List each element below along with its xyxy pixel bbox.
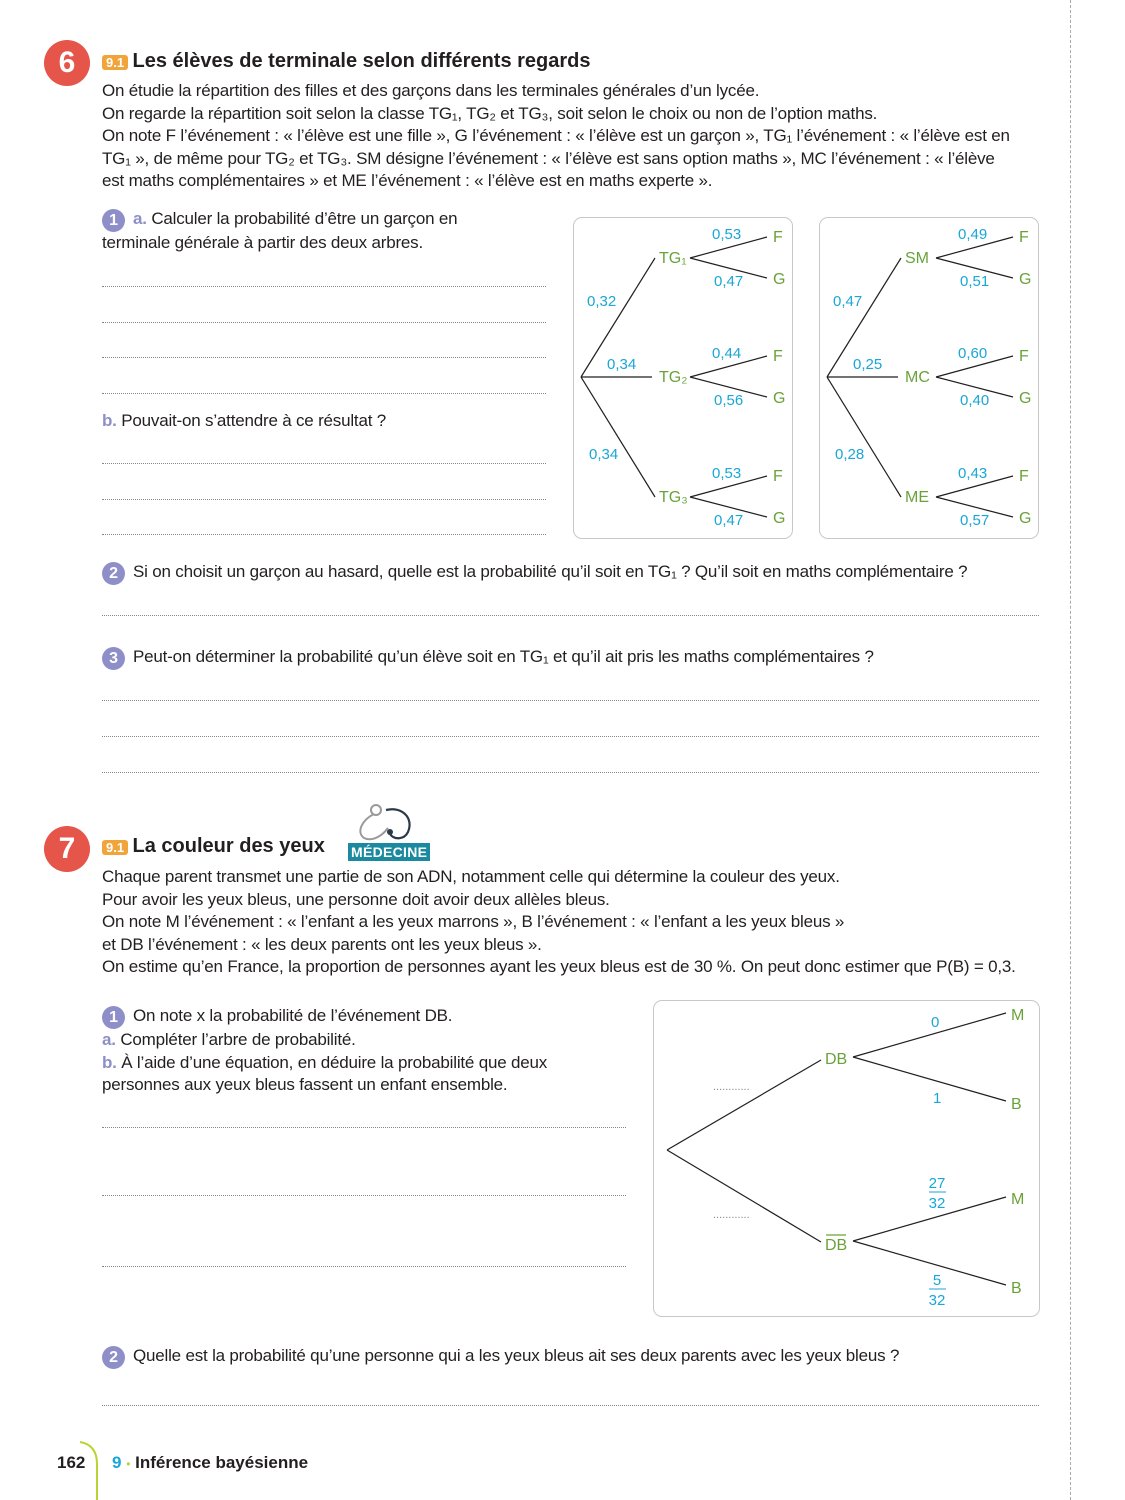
leaf-node: F bbox=[773, 468, 783, 485]
fraction-numerator: 27 bbox=[928, 1175, 946, 1192]
blank-probability: ............ bbox=[713, 1081, 750, 1093]
branch-probability: 0,28 bbox=[835, 446, 865, 463]
leaf-node: G bbox=[773, 510, 786, 527]
tree-branch bbox=[581, 377, 655, 497]
branch-probability: 0,44 bbox=[712, 345, 742, 362]
part-label: a. bbox=[133, 209, 147, 228]
leaf-node: B bbox=[1011, 1280, 1022, 1297]
exercise-number: 6 bbox=[44, 40, 90, 86]
intro-line: est maths complémentaires » et ME l’événement : « l’élève est en maths experte ». bbox=[102, 171, 713, 191]
branch-probability: 0,34 bbox=[589, 446, 619, 463]
question-text: On note x la probabilité de l’événement DB. bbox=[133, 1006, 453, 1025]
leaf-node: M bbox=[1011, 1191, 1025, 1208]
branch-probability: 0,60 bbox=[958, 345, 988, 362]
tree-options bbox=[827, 226, 1031, 529]
tree-box-eye-color bbox=[653, 1000, 1040, 1317]
exercise-title: La couleur des yeux bbox=[132, 835, 325, 857]
leaf-node: F bbox=[1019, 348, 1029, 365]
fraction-denominator: 32 bbox=[928, 1195, 946, 1212]
tree-node: SM bbox=[905, 250, 929, 267]
skill-tag: 9.1 bbox=[102, 55, 128, 70]
branch-probability: 0,49 bbox=[958, 226, 988, 243]
leaf-node: M bbox=[1011, 1007, 1025, 1024]
medicine-badge: MÉDECINE bbox=[348, 843, 430, 861]
branch-probability: 0,47 bbox=[714, 512, 744, 529]
answer-line bbox=[102, 736, 1039, 737]
part-label: b. bbox=[102, 1052, 117, 1072]
question-number: 2 bbox=[102, 1346, 125, 1369]
branch-probability: 1 bbox=[933, 1090, 942, 1107]
branch-probability: 0,40 bbox=[960, 392, 990, 409]
exercise-intro bbox=[102, 866, 1016, 979]
intro-line: On regarde la répartition soit selon la classe TG₁, TG₂ et TG₃, soit selon le choix ou non de l’option maths. bbox=[102, 103, 878, 123]
question-3 bbox=[102, 646, 874, 670]
exercise-title: Les élèves de terminale selon différents regards bbox=[132, 50, 591, 72]
leaf-node: B bbox=[1011, 1096, 1022, 1113]
tree-node-db: DB bbox=[825, 1051, 848, 1068]
tree-classes bbox=[581, 226, 785, 529]
fraction-denominator: 32 bbox=[928, 1292, 946, 1309]
branch-probability: 0,53 bbox=[712, 465, 742, 482]
tree-node: TG₂ bbox=[659, 369, 688, 386]
intro-line: On estime qu’en France, la proportion de personnes ayant les yeux bleus est de 30 %. On peut donc estimer que P(B) = 0,3. bbox=[102, 957, 1016, 977]
blank-probability: ............ bbox=[713, 1209, 750, 1221]
exercise-header bbox=[102, 835, 325, 858]
branch-probability: 0,53 bbox=[712, 226, 742, 243]
question-number: 1 bbox=[102, 209, 125, 232]
question-text: À l’aide d’une équation, en déduire la probabilité que deux bbox=[121, 1052, 548, 1072]
question-text: Compléter l’arbre de probabilité. bbox=[120, 1030, 356, 1049]
branch-probability: 0,47 bbox=[833, 293, 863, 310]
question-text: Calculer la probabilité d’être un garçon en bbox=[151, 209, 458, 228]
part-label: a. bbox=[102, 1030, 116, 1049]
question-text: Quelle est la probabilité qu’une personne qui a les yeux bleus ait ses deux parents avec les yeux bleus ? bbox=[133, 1346, 900, 1365]
intro-line: Chaque parent transmet une partie de son ADN, notamment celle qui détermine la couleur des yeux. bbox=[102, 867, 840, 886]
exercise-number: 7 bbox=[44, 826, 90, 872]
leaf-node: G bbox=[773, 390, 786, 407]
intro-line: On note M l’événement : « l’enfant a les yeux marrons », B l’événement : « l’enfant a les yeux bleus » bbox=[102, 912, 845, 932]
answer-line bbox=[102, 1195, 626, 1196]
tree-node: ME bbox=[905, 489, 929, 506]
leaf-node: F bbox=[1019, 229, 1029, 246]
answer-line bbox=[102, 772, 1039, 773]
leaf-node: G bbox=[1019, 510, 1032, 527]
tree-node: TG₃ bbox=[659, 489, 688, 506]
stethoscope-icon bbox=[352, 802, 416, 844]
question-text: Pouvait-on s’attendre à ce résultat ? bbox=[121, 411, 387, 430]
tree-node: MC bbox=[905, 369, 930, 386]
question-1 bbox=[102, 1005, 547, 1097]
intro-line: et DB l’événement : « les deux parents ont les yeux bleus ». bbox=[102, 934, 542, 954]
chapter-name: Inférence bayésienne bbox=[135, 1453, 309, 1472]
question-text: personnes aux yeux bleus fassent un enfant ensemble. bbox=[102, 1075, 508, 1095]
question-text: Si on choisit un garçon au hasard, quelle est la probabilité qu’il soit en TG₁ ? Qu’il soit en maths complémentaire ? bbox=[133, 562, 968, 581]
tree-node-not-db: DB bbox=[825, 1237, 848, 1254]
intro-line: TG₁ », de même pour TG₂ et TG₃. SM désigne l’événement : « l’élève est sans option maths », MC l’événement : « l’élève bbox=[102, 148, 995, 168]
branch-probability: 0,51 bbox=[960, 273, 990, 290]
branch-probability: 0,56 bbox=[714, 392, 744, 409]
leaf-node: F bbox=[773, 229, 783, 246]
question-text: terminale générale à partir des deux arbres. bbox=[102, 233, 423, 252]
answer-line bbox=[102, 615, 1039, 616]
question-number: 1 bbox=[102, 1006, 125, 1029]
branch-probability: 0,47 bbox=[714, 273, 744, 290]
tree-node: TG₁ bbox=[659, 250, 687, 267]
skill-tag: 9.1 bbox=[102, 840, 128, 855]
part-label: b. bbox=[102, 411, 117, 430]
question-number: 2 bbox=[102, 562, 125, 585]
branch-probability: 0,43 bbox=[958, 465, 988, 482]
leaf-node: G bbox=[1019, 271, 1032, 288]
separator: • bbox=[126, 1457, 131, 1471]
branch-probability: 0,25 bbox=[853, 356, 883, 373]
answer-line bbox=[102, 1405, 1039, 1406]
leaf-node: G bbox=[1019, 390, 1032, 407]
leaf-node: G bbox=[773, 271, 786, 288]
intro-line: On note F l’événement : « l’élève est une fille », G l’événement : « l’élève est un garçon », TG₁ l’événement : « l’élève est en bbox=[102, 126, 1010, 146]
answer-line bbox=[102, 1266, 626, 1267]
page-number: 162 bbox=[57, 1453, 86, 1472]
branch-probability: 0,34 bbox=[607, 356, 637, 373]
branch-probability: 0,32 bbox=[587, 293, 617, 310]
question-2 bbox=[102, 1345, 899, 1369]
answer-line bbox=[102, 1127, 626, 1128]
branch-probability: 0 bbox=[931, 1014, 940, 1031]
answer-line bbox=[102, 700, 1039, 701]
intro-line: On étudie la répartition des filles et des garçons dans les terminales générales d’un lycée. bbox=[102, 81, 760, 100]
leaf-node: F bbox=[1019, 468, 1029, 485]
fraction-numerator: 5 bbox=[932, 1272, 942, 1289]
question-number: 3 bbox=[102, 647, 125, 670]
branch-probability: 0,57 bbox=[960, 512, 990, 529]
chapter-title bbox=[112, 1453, 308, 1473]
intro-line: Pour avoir les yeux bleus, une personne doit avoir deux allèles bleus. bbox=[102, 889, 610, 909]
question-2 bbox=[102, 561, 967, 585]
chapter-number: 9 bbox=[112, 1453, 122, 1472]
tree-branch bbox=[827, 377, 901, 497]
question-text: Peut-on déterminer la probabilité qu’un élève soit en TG₁ et qu’il ait pris les maths complémentaires ? bbox=[133, 647, 874, 666]
leaf-node: F bbox=[773, 348, 783, 365]
